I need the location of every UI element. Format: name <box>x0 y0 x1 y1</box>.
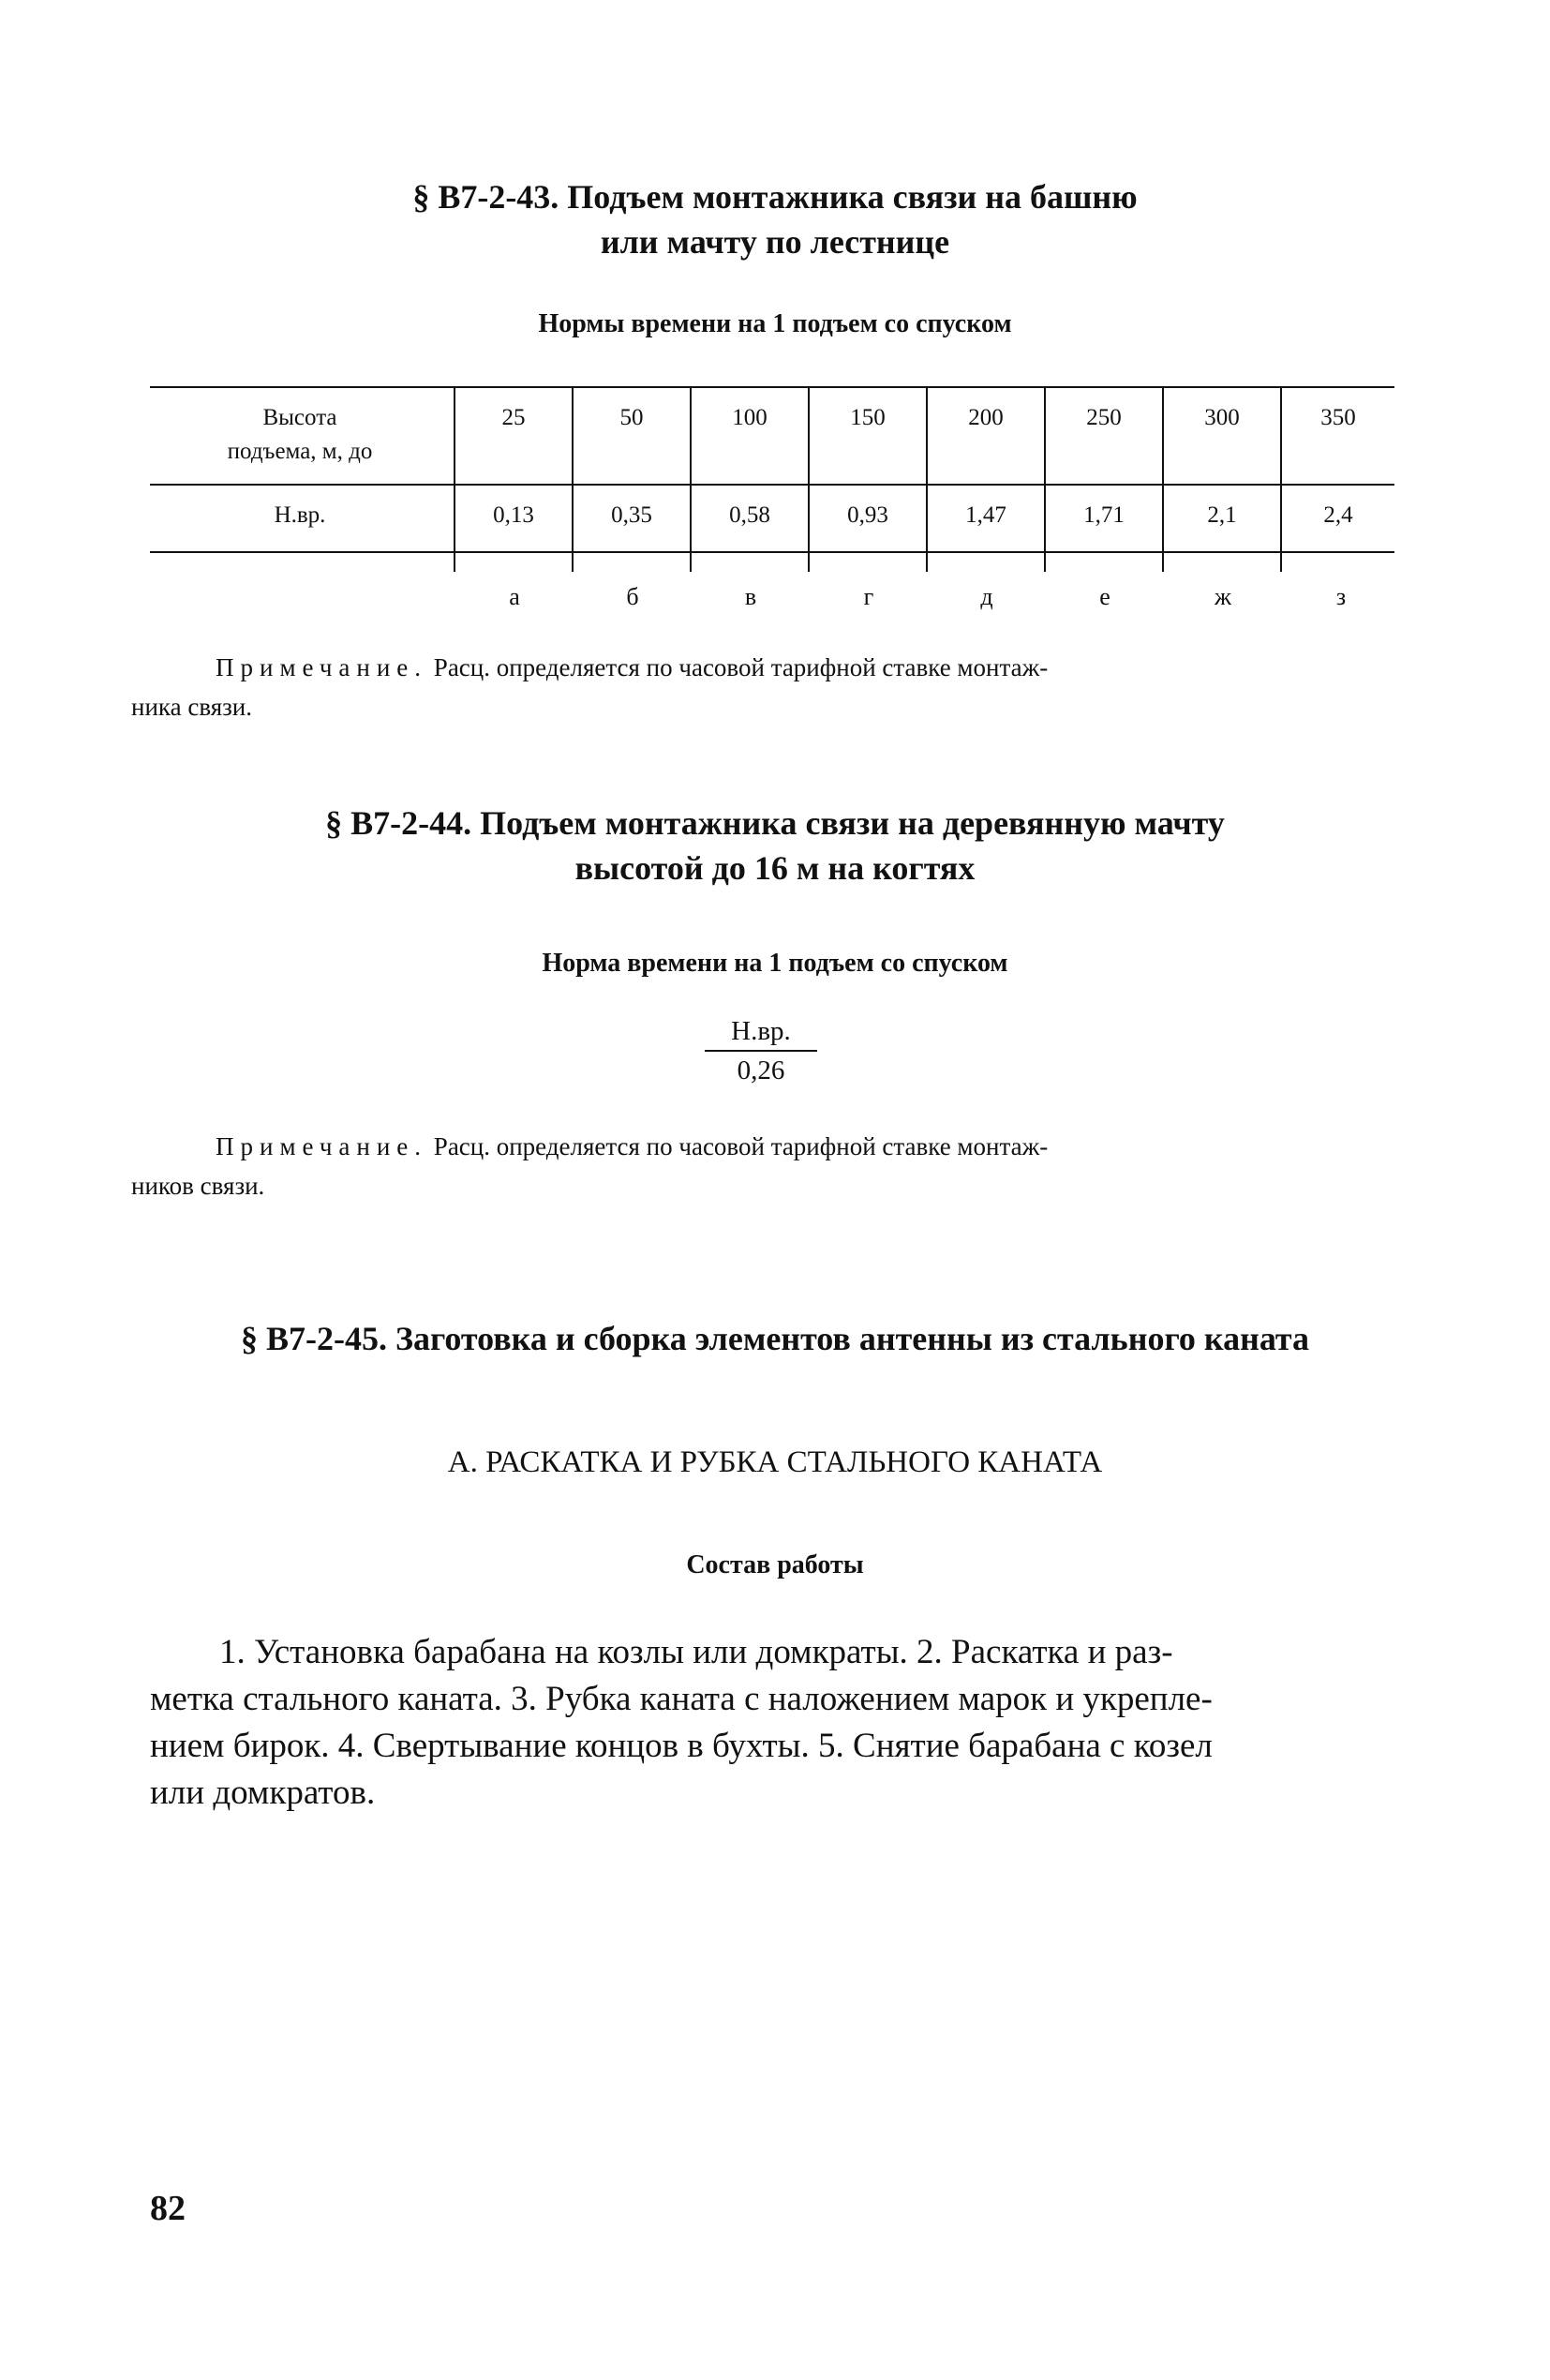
section-2-title-line1: § В7-2-44. Подъем монтажника связи на деревянную мачту <box>325 804 1225 842</box>
height-cell: 50 <box>619 405 644 430</box>
norm-cell: 2,1 <box>1207 502 1237 528</box>
table-bottom-rule <box>150 551 1394 553</box>
norms-table <box>150 386 1394 610</box>
norm-value: 0,26 <box>737 1055 785 1085</box>
section-2-title <box>0 801 1550 891</box>
norm-label: Н.вр. <box>731 1016 791 1046</box>
subsection-heading: А. РАСКАТКА И РУБКА СТАЛЬНОГО КАНАТА <box>447 1445 1103 1479</box>
note-label: Примечание. <box>216 1132 428 1160</box>
column-letter: д <box>980 583 993 610</box>
work-line: нием бирок. 4. Свертывание концов в бухты. 5. Снятие барабана с козел <box>150 1727 1213 1765</box>
row-header-norm: Н.вр. <box>274 502 326 528</box>
norm-cell: 0,13 <box>493 502 534 528</box>
norm-cell: 0,58 <box>729 502 770 528</box>
column-letter: г <box>863 583 874 610</box>
column-letter: б <box>626 583 639 610</box>
norm-cell: 2,4 <box>1323 502 1353 528</box>
section-1-title-line2: или мачту по лестнице <box>600 223 950 261</box>
note-text: Расц. определяется по часовой тарифной ставке монтаж- <box>433 1132 1049 1160</box>
table-top-rule <box>150 386 1394 388</box>
height-cell: 100 <box>732 405 768 430</box>
page-number: 82 <box>150 2189 186 2228</box>
section-1-title <box>0 174 1550 264</box>
section-3-title: § В7-2-45. Заготовка и сборка элементов антенны из стального каната <box>240 1320 1310 1357</box>
height-cell: 150 <box>850 405 886 430</box>
column-letter: ж <box>1215 583 1231 610</box>
fraction-rule <box>705 1050 817 1052</box>
work-line: или домкратов. <box>150 1774 376 1812</box>
section-1-note <box>131 648 1394 726</box>
norm-cell: 1,47 <box>965 502 1006 528</box>
row-header-height-line2: подъема, м, до <box>227 439 373 464</box>
work-composition-text <box>150 1629 1402 1817</box>
work-composition-heading: Состав работы <box>686 1550 864 1579</box>
section-1-title-line1: § В7-2-43. Подъем монтажника связи на башню <box>412 178 1138 216</box>
norm-cell: 1,71 <box>1083 502 1125 528</box>
table-mid-rule <box>150 484 1394 486</box>
section-2-title-line2: высотой до 16 м на когтях <box>574 849 976 887</box>
height-cell: 350 <box>1320 405 1356 430</box>
section-1-subtitle: Нормы времени на 1 подъем со спуском <box>538 309 1012 338</box>
norm-cell: 0,35 <box>611 502 652 528</box>
note-text: Расц. определяется по часовой тарифной ставке монтаж- <box>433 653 1049 681</box>
note-label: Примечание. <box>216 653 428 681</box>
section-2-note <box>131 1127 1394 1205</box>
note-text-continued: ника связи. <box>131 693 253 721</box>
work-line: метка стального каната. 3. Рубка каната с наложением марок и укрепле- <box>150 1680 1213 1718</box>
section-2-subtitle: Норма времени на 1 подъем со спуском <box>542 949 1008 978</box>
height-cell: 200 <box>968 405 1004 430</box>
height-cell: 300 <box>1204 405 1240 430</box>
work-line: 1. Установка барабана на козлы или домкраты. 2. Раскатка и раз- <box>219 1633 1173 1671</box>
column-letter: з <box>1335 583 1347 610</box>
column-letter: е <box>1099 583 1110 610</box>
column-letter: а <box>509 583 520 610</box>
row-header-height-line1: Высота <box>262 405 337 430</box>
row-header-height <box>150 401 450 469</box>
column-letter: в <box>744 583 757 610</box>
note-text-continued: ников связи. <box>131 1172 265 1200</box>
norm-cell: 0,93 <box>847 502 888 528</box>
height-cell: 250 <box>1086 405 1122 430</box>
height-cell: 25 <box>501 405 526 430</box>
norm-fraction <box>705 1014 817 1087</box>
